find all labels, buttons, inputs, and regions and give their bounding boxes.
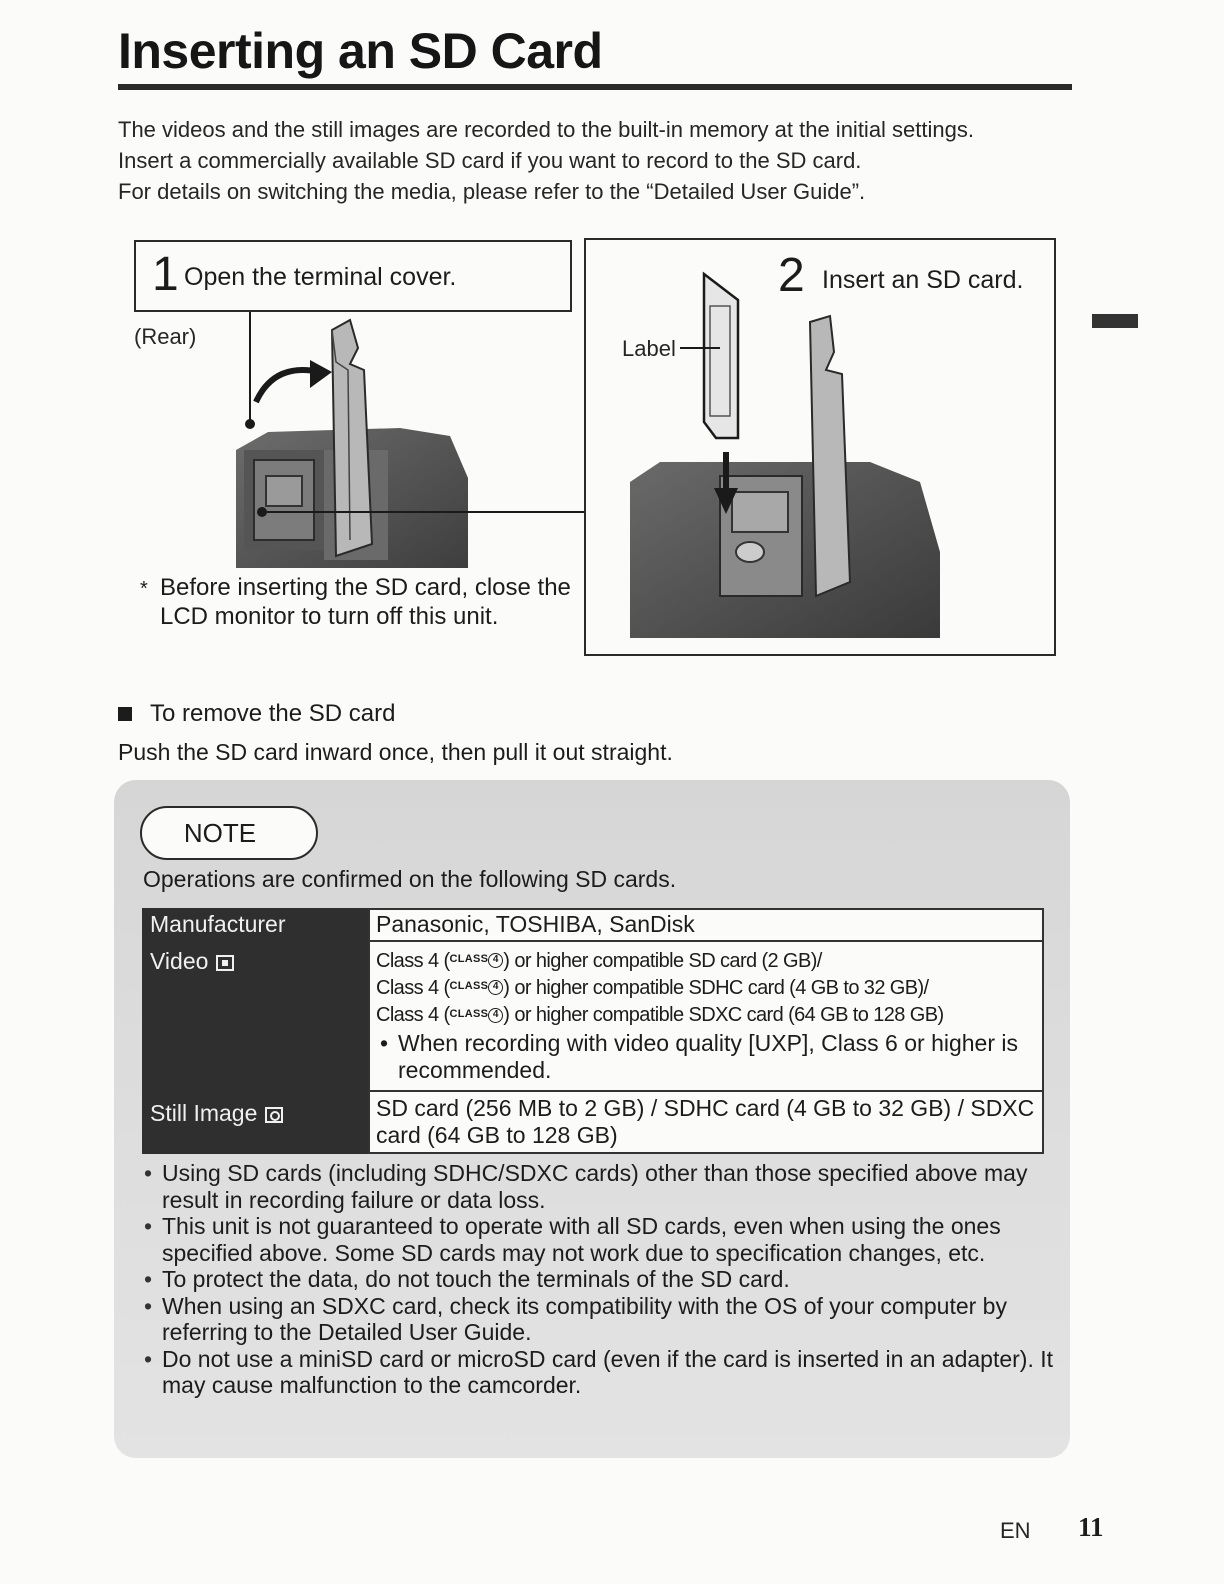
intro-paragraph: The videos and the still images are recorded to the built-in memory at the initial settings. xyxy=(118,117,974,142)
page-title: Inserting an SD Card xyxy=(118,23,603,79)
video-header xyxy=(142,942,368,1092)
intro-paragraph: For details on switching the media, please refer to the “Detailed User Guide”. xyxy=(118,179,866,204)
page-number: 11 xyxy=(1078,1512,1104,1542)
footer-language: EN xyxy=(1000,1518,1031,1543)
video-value xyxy=(368,942,1044,1092)
class-4-icon: CLASS 4 xyxy=(450,1001,504,1028)
sd-insert-illustration xyxy=(620,262,950,642)
note-bullet-list xyxy=(144,1160,1054,1399)
list-item: • To protect the data, do not touch the terminals of the SD card. xyxy=(144,1266,1054,1293)
remove-card-text: Push the SD card inward once, then pull it out straight. xyxy=(118,739,673,765)
manufacturer-value: Panasonic, TOSHIBA, SanDisk xyxy=(368,908,1044,942)
intro-paragraph: Insert a commercially available SD card if you want to record to the SD card. xyxy=(118,148,862,173)
note-intro: Operations are confirmed on the following SD cards. xyxy=(143,866,677,892)
before-inserting-text: Before inserting the SD card, close the LCD monitor to turn off this unit. xyxy=(160,574,571,630)
still-image-mode-icon xyxy=(265,1107,283,1123)
video-sd-line: Class 4 (CLASS 4 ) or higher compatible SD card (2 GB)/ xyxy=(376,948,1036,975)
rear-label: (Rear) xyxy=(134,324,197,349)
asterisk-marker: * xyxy=(140,578,148,600)
list-item: • When using an SDXC card, check its compatibility with the OS of your computer by referring to the Detailed User Guide. xyxy=(144,1293,1054,1346)
card-label-callout: Label xyxy=(622,336,676,361)
video-mode-icon xyxy=(216,955,234,971)
square-bullet-icon xyxy=(118,707,132,721)
section-tab-marker xyxy=(1092,314,1138,328)
table-row xyxy=(142,1092,1044,1154)
list-item: • Do not use a miniSD card or microSD card (even if the card is inserted in an adapter). It may cause malfunction to the camcorder. xyxy=(144,1346,1054,1399)
video-uxp-note: • When recording with video quality [UXP], Class 6 or higher is recommended. xyxy=(376,1030,1036,1084)
step1-text: Open the terminal cover. xyxy=(184,263,457,291)
note-badge: NOTE xyxy=(140,806,318,860)
video-sdhc-line: Class 4 (CLASS 4 ) or higher compatible SDHC card (4 GB to 32 GB)/ xyxy=(376,975,1036,1002)
step1-number: 1 xyxy=(152,248,179,301)
table-row xyxy=(142,908,1044,942)
intro-text xyxy=(118,116,1058,206)
class-4-icon: CLASS 4 xyxy=(450,946,504,973)
before-inserting-note xyxy=(140,573,580,631)
manufacturer-header xyxy=(142,908,368,942)
step2-number: 2 xyxy=(778,249,805,302)
video-label: Video xyxy=(150,948,209,974)
table-row xyxy=(142,942,1044,1092)
remove-card-heading xyxy=(118,700,395,728)
still-image-label: Still Image xyxy=(150,1100,258,1126)
remove-card-heading-text: To remove the SD card xyxy=(150,700,396,727)
still-image-header xyxy=(142,1092,368,1154)
manufacturer-label: Manufacturer xyxy=(150,911,286,937)
video-sdxc-line: Class 4 (CLASS 4 ) or higher compatible SDXC card (64 GB to 128 GB) xyxy=(376,1002,1036,1029)
sd-card-spec-table xyxy=(142,908,1044,1154)
list-item: • Using SD cards (including SDHC/SDXC cards) other than those specified above may result in recording failure or data loss. xyxy=(144,1160,1054,1213)
class-4-icon: CLASS 4 xyxy=(450,973,504,1000)
step2-text: Insert an SD card. xyxy=(822,266,1024,294)
camcorder-rear-illustration xyxy=(228,300,588,570)
list-item: • This unit is not guaranteed to operate with all SD cards, even when using the ones specified above. Some SD cards may not work due to specification changes, etc. xyxy=(144,1213,1054,1266)
title-rule xyxy=(118,84,1072,90)
still-image-value: SD card (256 MB to 2 GB) / SDHC card (4 GB to 32 GB) / SDXC card (64 GB to 128 GB) xyxy=(368,1092,1044,1154)
